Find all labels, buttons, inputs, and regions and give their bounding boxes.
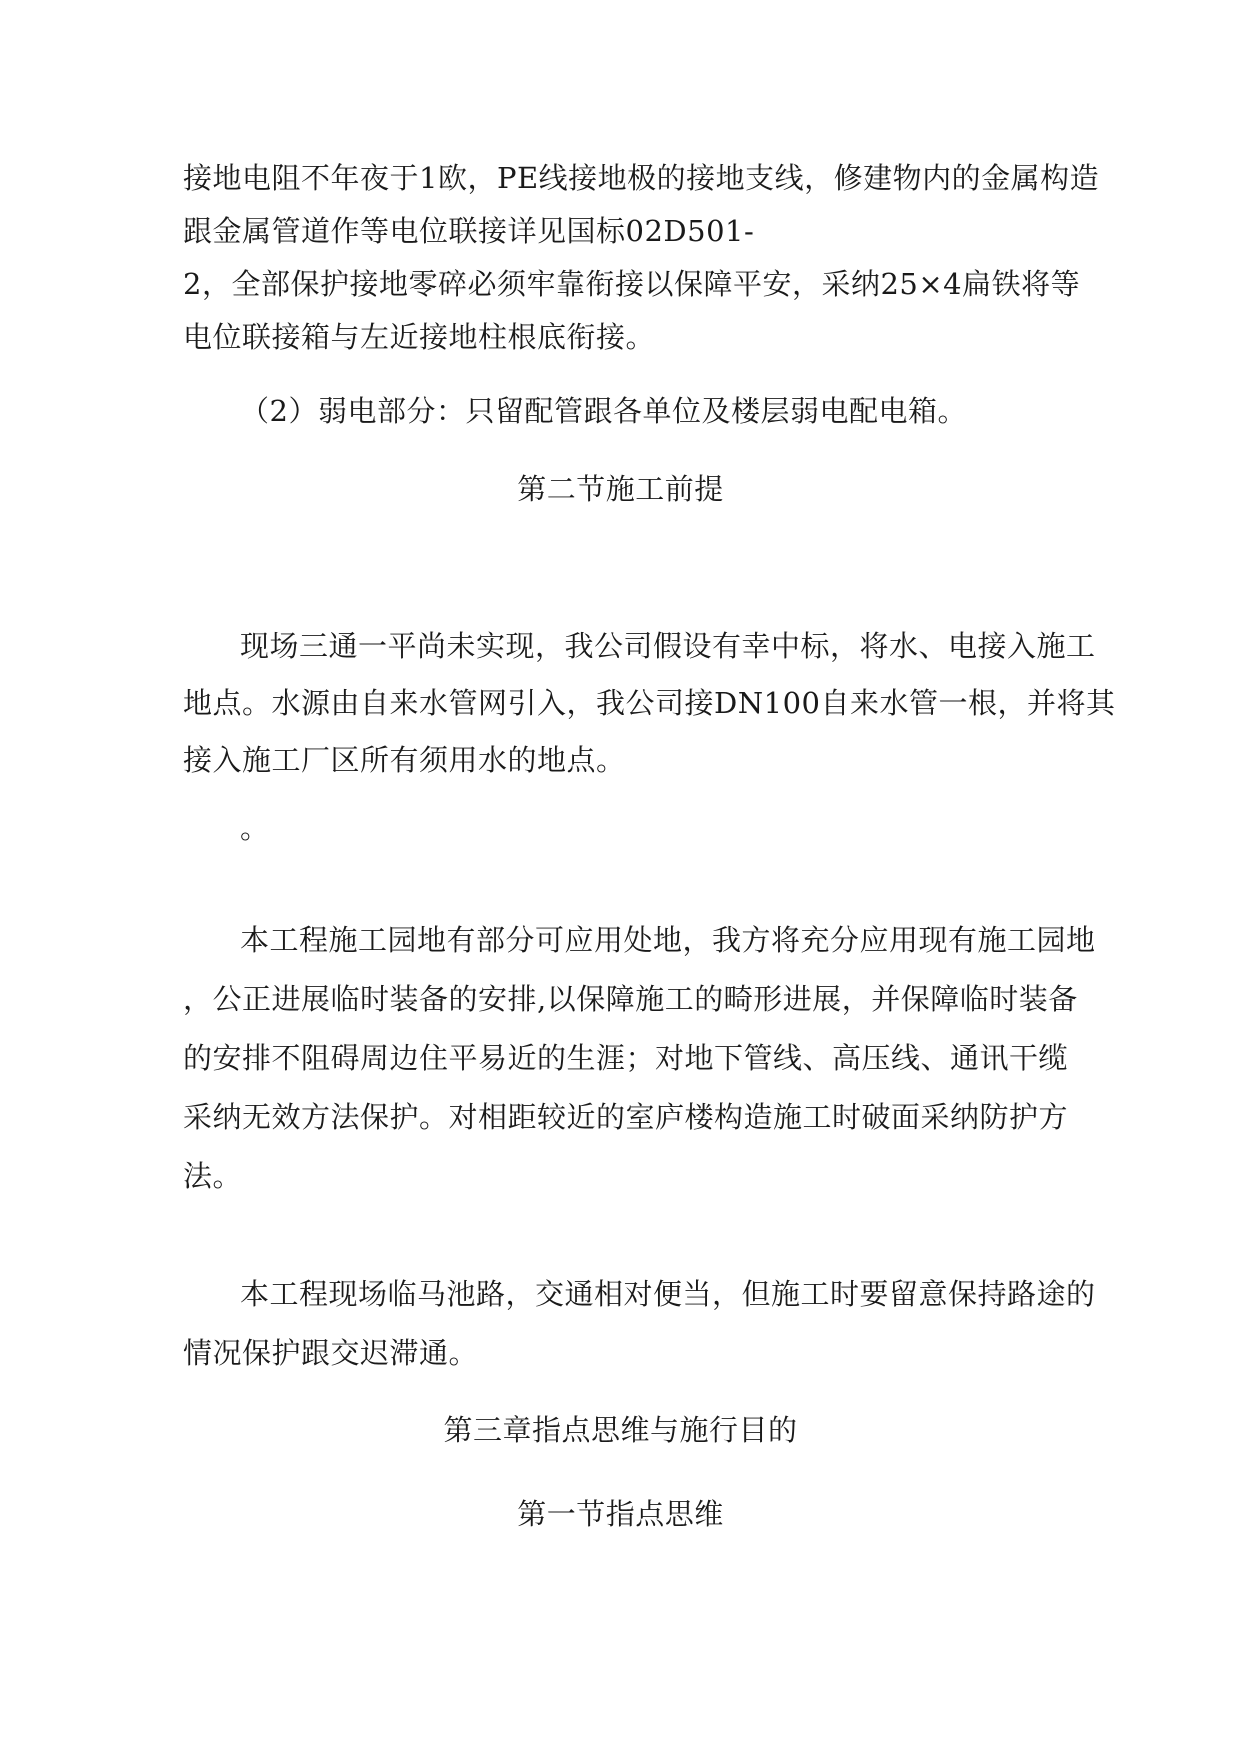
text-line: 现场三通一平尚未实现，我公司假设有幸中标，将水、电接入施工 [240, 629, 1096, 663]
text-line: ，公正进展临时装备的安排,以保障施工的畸形进展，并保障临时装备 [183, 982, 1078, 1016]
text-line: 的安排不阻碍周边住平易近的生涯；对地下管线、高压线、通讯干缆 [183, 1041, 1069, 1075]
text-line: 。 [240, 811, 270, 845]
chapter-heading: 第三章指点思维与施行目的 [443, 1413, 798, 1447]
text-line: 接入施工厂区所有须用水的地点。 [183, 743, 626, 777]
text-line: 电位联接箱与左近接地柱根底衔接。 [183, 320, 656, 354]
text-line: （2）弱电部分：只留配管跟各单位及楼层弱电配电箱。 [240, 394, 967, 428]
section-heading: 第一节指点思维 [517, 1497, 724, 1531]
text-line: 情况保护跟交迟滞通。 [183, 1336, 479, 1370]
text-line: 接地电阻不年夜于1欧，PE线接地极的接地支线，修建物内的金属构造 [183, 161, 1100, 195]
text-line: 采纳无效方法保护。对相距较近的室庐楼构造施工时破面采纳防护方 [183, 1100, 1069, 1134]
text-line: 跟金属管道作等电位联接详见国标02D501- [183, 214, 755, 248]
text-line: 本工程施工园地有部分可应用处地，我方将充分应用现有施工园地 [240, 923, 1096, 957]
text-line: 地点。水源由自来水管网引入，我公司接DN100自来水管一根，并将其 [183, 686, 1116, 720]
section-heading: 第二节施工前提 [517, 472, 724, 506]
text-line: 2，全部保护接地零碎必须牢靠衔接以保障平安，采纳25×4扁铁将等 [183, 267, 1081, 301]
text-line: 本工程现场临马池路，交通相对便当，但施工时要留意保持路途的 [240, 1277, 1096, 1311]
text-line: 法。 [183, 1159, 243, 1193]
